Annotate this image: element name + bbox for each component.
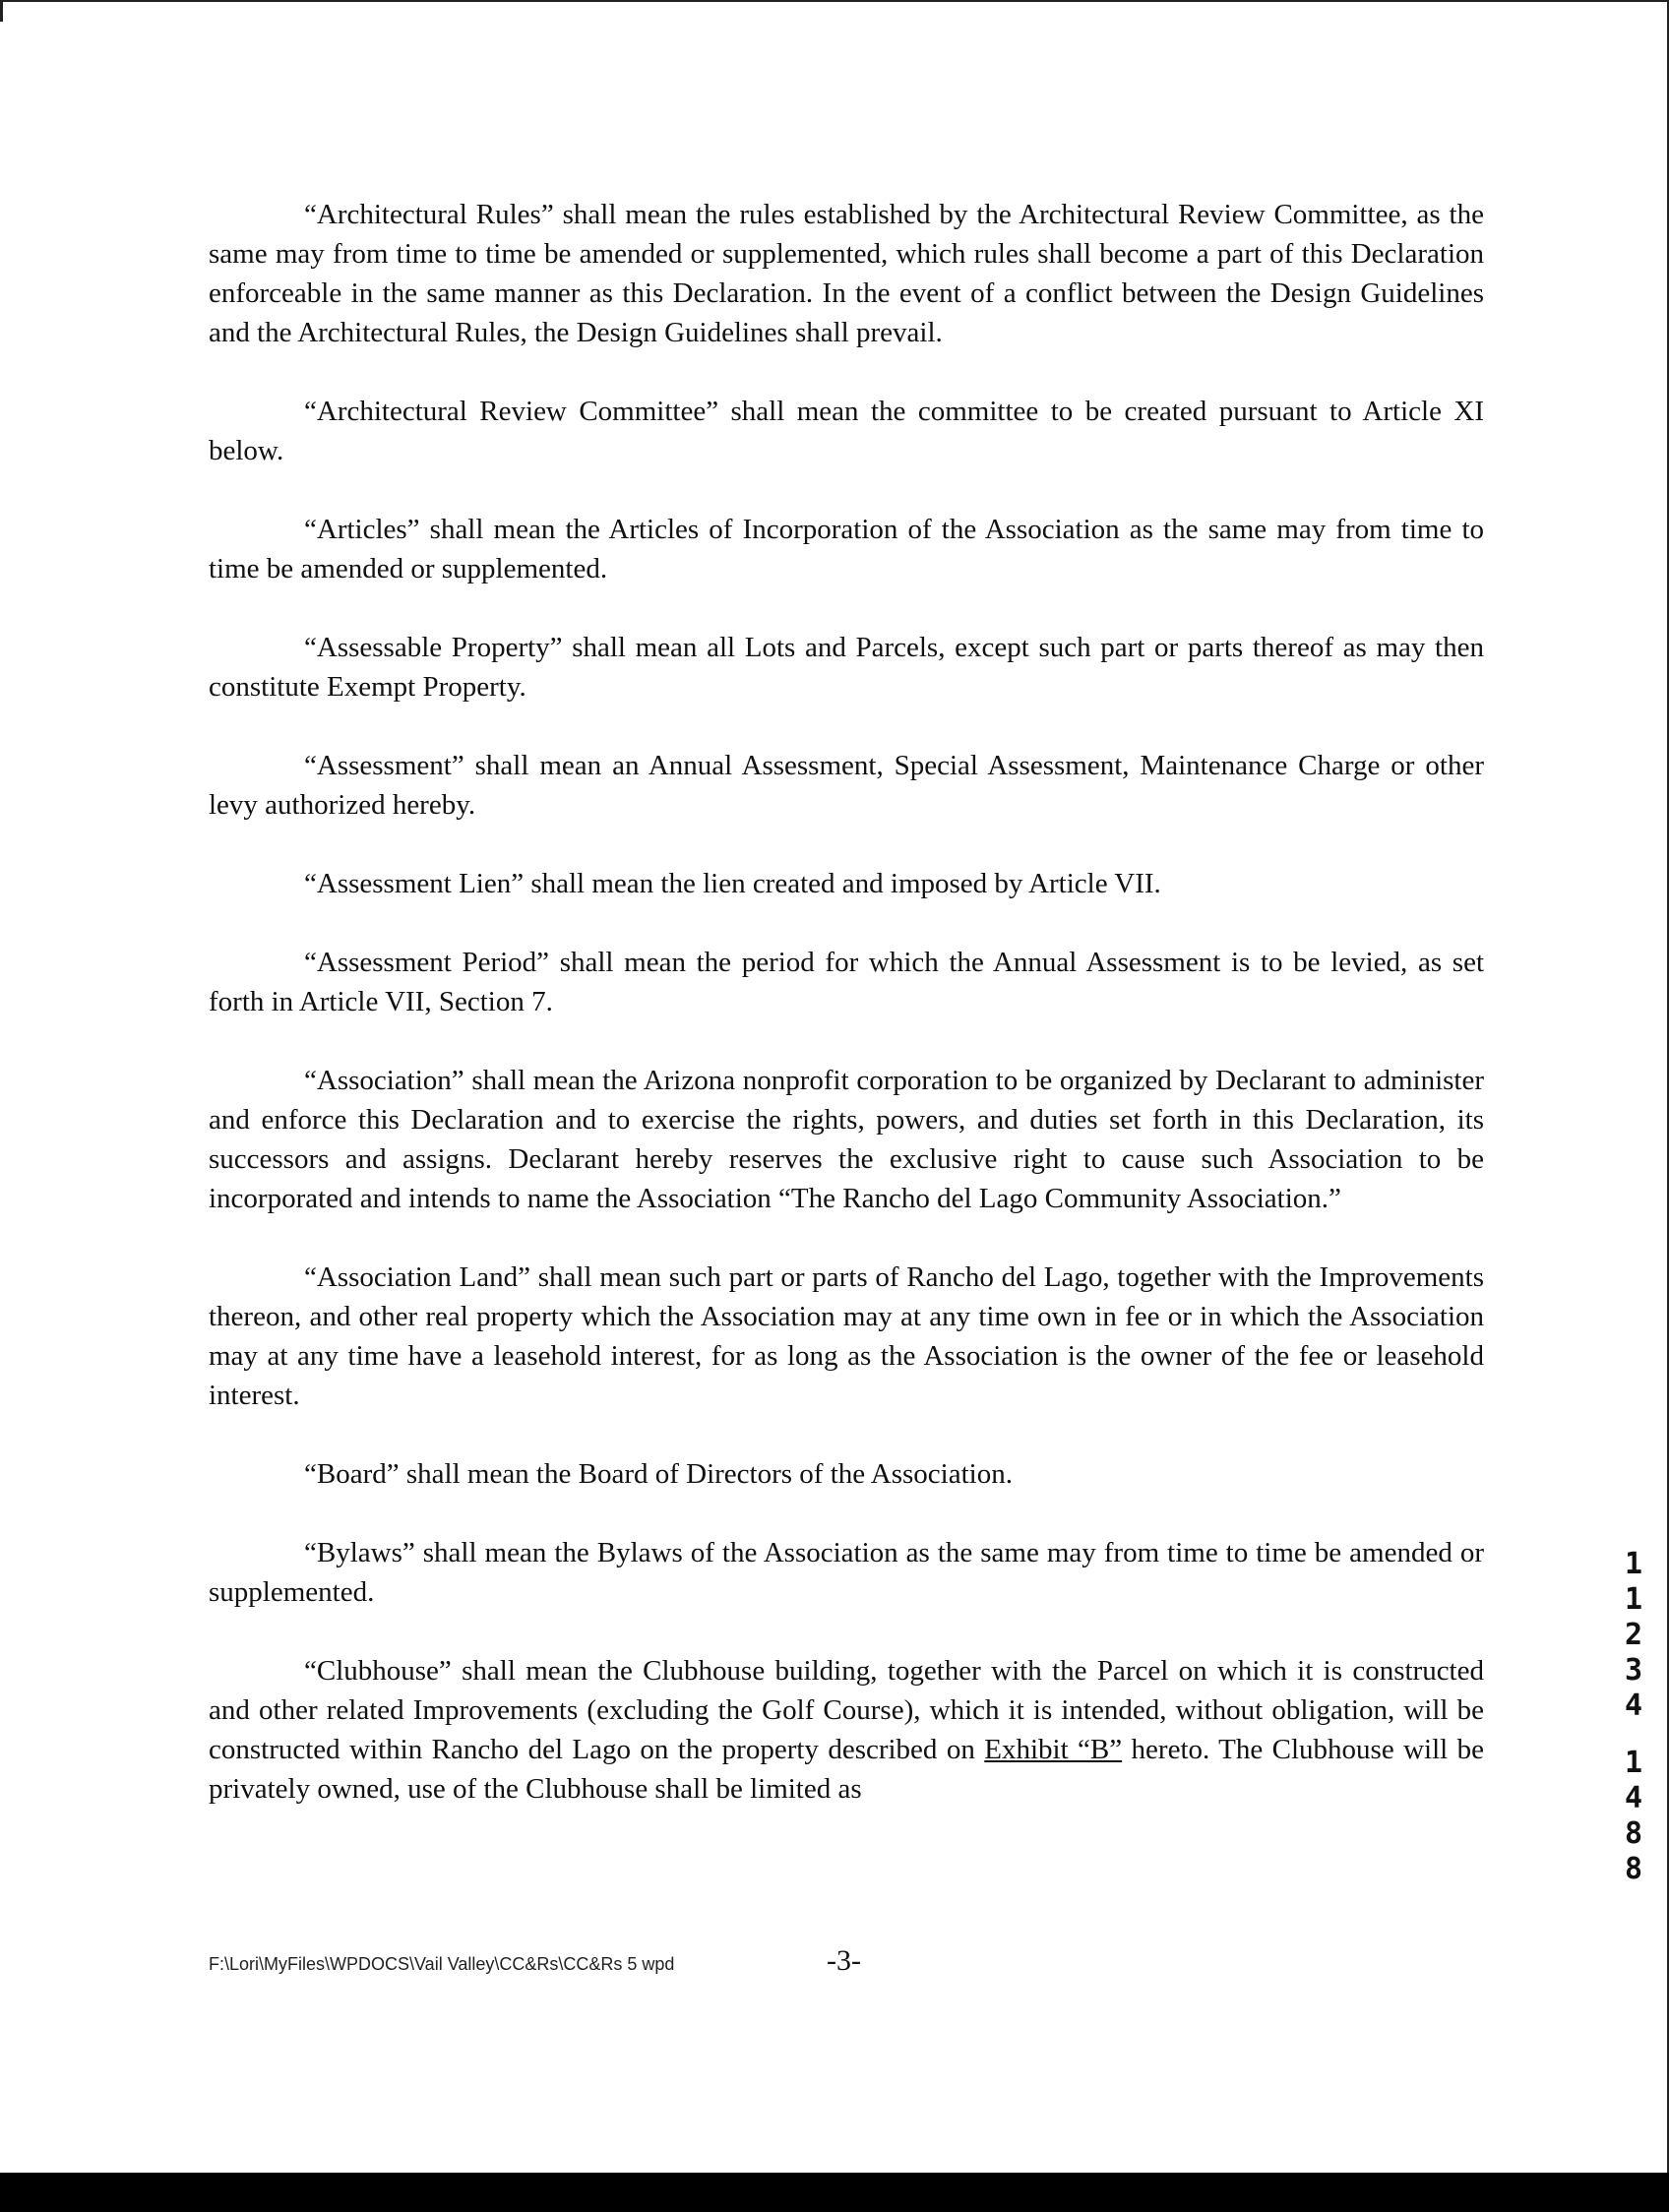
exhibit-b-reference: Exhibit “B” (984, 1734, 1123, 1765)
definition-association-land: “Association Land” shall mean such part or parts of Rancho del Lago, together with the Improvements thereon, and other real property which the Association may at any time own in fee or in which the Association may at any time have a leasehold interest, for as long as the Association is the owner of the fee or leasehold interest. (209, 1261, 1484, 1411)
stamp-digit: 8 (1624, 1852, 1643, 1886)
page-number: -3- (827, 1944, 861, 1977)
definition-architectural-review-committee: “Architectural Review Committee” shall mean the committee to be created pursuant to Article XI below. (209, 396, 1484, 466)
footer-file-path: F:\Lori\MyFiles\WPDOCS\Vail Valley\CC&Rs\CC&Rs 5 wpd (209, 1954, 675, 1974)
definition-clubhouse (209, 1651, 1484, 1809)
definition-assessment: “Assessment” shall mean an Annual Assessment, Special Assessment, Maintenance Charge or other levy authorized hereby. (209, 750, 1484, 821)
definition-assessment-period: “Assessment Period” shall mean the period for which the Annual Assessment is to be levied, as set forth in Article VII, Section 7. (209, 947, 1484, 1017)
definition-association: “Association” shall mean the Arizona nonprofit corporation to be organized by Declarant to administer and enforce this Declaration and to exercise the rights, powers, and duties set forth in this Declaration, its successors and assigns. Declarant hereby reserves the exclusive right to cause such Association to be incorporated and intends to name the Association “The Rancho del Lago Community Association.” (209, 1065, 1484, 1214)
document-body (209, 195, 1484, 1848)
recording-stamp-top (1622, 1547, 1645, 1724)
definition-articles: “Articles” shall mean the Articles of Incorporation of the Association as the same may from time to time be amended or supplemented. (209, 514, 1484, 584)
recording-stamp-bottom (1622, 1746, 1645, 1887)
scan-bottom-edge (0, 2173, 1669, 2212)
definition-bylaws: “Bylaws” shall mean the Bylaws of the Association as the same may from time to time be amended or supplemented. (209, 1537, 1484, 1608)
stamp-digit: 1 (1624, 1582, 1643, 1617)
clubhouse-text-after: hereto. The Clubhouse will be privately owned, use of the Clubhouse shall be limited as (209, 1734, 1484, 1805)
stamp-digit: 1 (1624, 1547, 1643, 1581)
definition-architectural-rules: “Architectural Rules” shall mean the rules established by the Architectural Review Committee, as the same may from time to time be amended or supplemented, which rules shall become a part of this Declaration enforceable in the same manner as this Declaration. In the event of a conflict between the Design Guidelines and the Architectural Rules, the Design Guidelines shall prevail. (209, 199, 1484, 348)
scan-left-mark (0, 0, 3, 22)
definition-assessable-property: “Assessable Property” shall mean all Lots and Parcels, except such part or parts thereof as may then constitute Exempt Property. (209, 632, 1484, 703)
stamp-digit: 4 (1624, 1689, 1643, 1723)
stamp-digit: 1 (1624, 1746, 1643, 1780)
stamp-digit: 8 (1624, 1816, 1643, 1851)
definition-assessment-lien: “Assessment Lien” shall mean the lien created and imposed by Article VII. (304, 868, 1161, 899)
definition-board: “Board” shall mean the Board of Directors of the Association. (304, 1458, 1013, 1490)
stamp-digit: 4 (1624, 1781, 1643, 1815)
scan-top-edge (0, 0, 1669, 2)
stamp-digit: 2 (1624, 1618, 1643, 1652)
stamp-digit: 3 (1624, 1653, 1643, 1688)
clubhouse-text-before: “Clubhouse” shall mean the Clubhouse building, together with the Parcel on which it is constructed and other related Improvements (excluding the Golf Course), which it is intended, without obligation, will be constructed within Rancho del Lago on the property described on (209, 1655, 1484, 1765)
